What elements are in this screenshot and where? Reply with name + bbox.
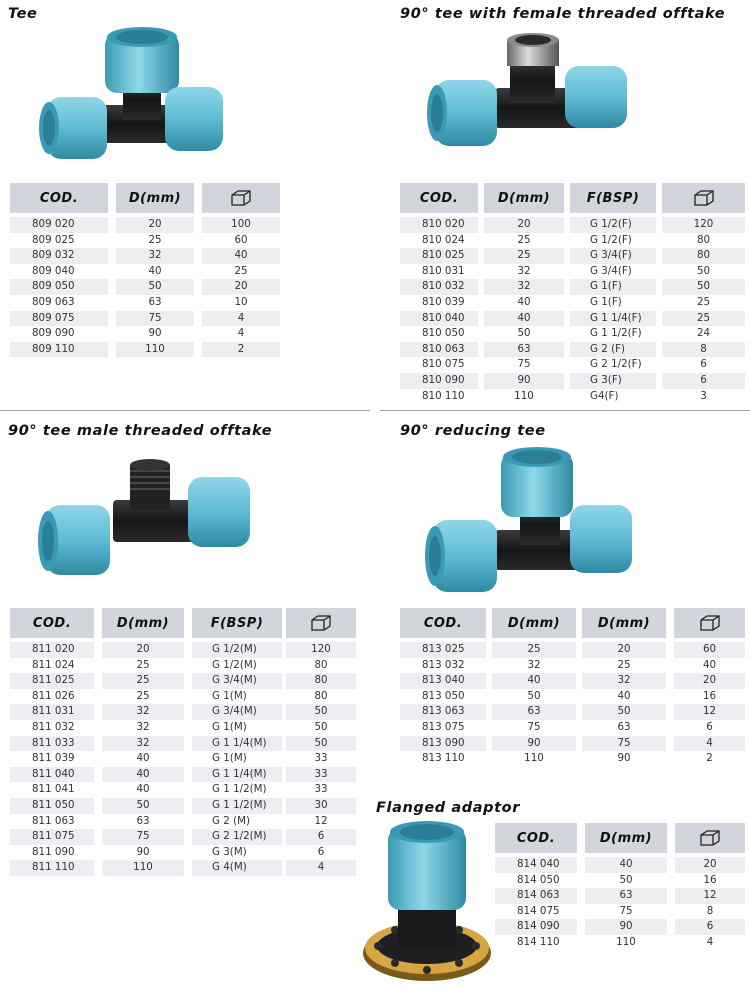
table-cell: 813 063	[400, 704, 486, 720]
table-cell: G 3(M)	[212, 845, 247, 858]
table-cell: 20	[102, 642, 184, 658]
table-cell: 814 050	[517, 873, 560, 886]
box-icon	[310, 614, 332, 632]
table-cell: 813 040	[400, 673, 486, 689]
table-cell: 40	[492, 673, 576, 689]
table-row	[10, 642, 350, 658]
table-row	[495, 888, 745, 904]
table-cell: 4	[286, 860, 356, 876]
table-cell: 20	[202, 279, 280, 295]
table-cell: G 1/2(F)	[590, 233, 632, 246]
table-cell: 813 110	[422, 752, 465, 765]
table-row	[400, 389, 745, 405]
table-cell: 80	[314, 658, 328, 671]
table-row	[10, 658, 350, 674]
table-tee	[10, 183, 350, 363]
table-cell: 25	[484, 248, 564, 264]
table-cell: 40	[136, 752, 150, 765]
table-row	[400, 704, 745, 720]
table-cell: 75	[619, 904, 633, 917]
table-cell: 20	[675, 857, 745, 873]
table-cell: 811 063	[32, 814, 75, 827]
table-cell: 90	[136, 845, 150, 858]
section-title-tee-male: 90° tee male threaded offtake	[8, 423, 273, 439]
table-cell: 63	[492, 704, 576, 720]
table-cell: 811 020	[10, 642, 94, 658]
section-title-flanged-adaptor: Flanged adaptor	[376, 800, 520, 816]
table-cell: 3	[700, 389, 707, 402]
table-cell: 25	[136, 658, 150, 671]
table-cell: G 1 1/2(F)	[590, 327, 642, 340]
table-cell: 811 026	[32, 689, 75, 702]
table-cell: 32	[102, 704, 184, 720]
table-cell: 32	[136, 721, 150, 733]
table-cell: G 1/2(F)	[570, 217, 656, 233]
table-cell: 811 024	[32, 658, 75, 671]
table-cell: 80	[696, 233, 711, 246]
table-cell: 100	[202, 217, 280, 233]
table-row	[10, 736, 350, 752]
table-row	[10, 845, 350, 861]
table-cell: 75	[102, 829, 184, 845]
table-cell: 75	[582, 736, 666, 752]
table-row	[10, 342, 350, 358]
table-cell: 810 063	[400, 342, 478, 358]
table-flanged-adaptor	[495, 823, 745, 953]
table-cell: 60	[234, 233, 248, 246]
table-cell: 4	[202, 311, 280, 327]
box-icon	[693, 189, 715, 207]
table-cell: 6	[286, 829, 356, 845]
flanged-adaptor-photo	[360, 818, 495, 986]
column-header-qty	[674, 608, 745, 640]
table-cell: 50	[314, 721, 328, 733]
table-cell: 33	[314, 783, 328, 796]
table-cell: G 1(M)	[212, 689, 247, 702]
table-cell: 809 032	[10, 248, 108, 264]
table-cell: 25	[234, 264, 248, 277]
table-cell: 25	[617, 658, 631, 671]
table-row	[10, 279, 350, 295]
table-cell: 20	[674, 673, 745, 689]
table-row	[400, 279, 745, 295]
column-header-qty	[675, 823, 745, 855]
table-cell: 811 031	[10, 704, 94, 720]
table-cell: 810 040	[400, 311, 478, 327]
table-cell: 110	[102, 860, 184, 876]
table-row	[10, 751, 350, 767]
tee-female-photo	[425, 28, 635, 168]
table-cell: 20	[582, 642, 666, 658]
table-cell: G 3/4(F)	[570, 248, 656, 264]
table-row	[10, 264, 350, 280]
box-icon	[699, 829, 721, 847]
column-header: COD.	[400, 183, 478, 215]
table-cell: G 3/4(M)	[192, 704, 282, 720]
table-cell: 811 075	[10, 829, 94, 845]
table-row	[400, 295, 745, 311]
table-cell: 811 041	[32, 783, 75, 796]
table-cell: 810 110	[422, 389, 465, 402]
table-cell: 811 025	[10, 673, 94, 689]
table-cell: 20	[116, 217, 194, 233]
table-cell: 814 063	[495, 888, 577, 904]
table-row	[10, 782, 350, 798]
table-cell: 810 050	[422, 327, 465, 340]
table-row	[400, 233, 745, 249]
table-cell: 50	[517, 327, 531, 340]
table-cell: 25	[136, 689, 150, 702]
table-cell: 25	[662, 311, 745, 327]
table-row	[400, 736, 745, 752]
table-cell: 810 024	[422, 233, 465, 246]
table-cell: 33	[314, 752, 328, 765]
table-row	[10, 673, 350, 689]
box-icon	[699, 614, 721, 632]
table-cell: 25	[696, 296, 711, 308]
table-cell: 40	[148, 264, 162, 277]
table-cell: 809 090	[32, 327, 75, 340]
table-cell: G 1 1/2(M)	[212, 783, 267, 796]
table-cell: 4	[237, 327, 245, 340]
table-cell: G 1(M)	[212, 752, 247, 765]
table-row	[400, 373, 745, 389]
column-header: F(BSP)	[192, 608, 282, 640]
table-row	[10, 326, 350, 342]
table-cell: 50	[102, 798, 184, 814]
column-header-qty	[662, 183, 745, 215]
table-row	[495, 919, 745, 935]
table-cell: 60	[674, 642, 745, 658]
table-cell: 814 040	[495, 857, 577, 873]
table-row	[495, 873, 745, 889]
table-cell: 809 040	[32, 264, 75, 277]
table-cell: 63	[148, 296, 162, 308]
column-header-qty	[202, 183, 280, 215]
section-title-reducing-tee: 90° reducing tee	[400, 423, 546, 439]
table-cell: 30	[286, 798, 356, 814]
table-cell: 810 039	[422, 296, 465, 308]
column-header-qty	[286, 608, 356, 640]
table-cell: 813 025	[400, 642, 486, 658]
table-cell: 63	[136, 814, 150, 827]
table-cell: G 1/2(M)	[192, 642, 282, 658]
table-row	[400, 217, 745, 233]
table-cell: 75	[116, 311, 194, 327]
table-tee-male	[10, 608, 350, 883]
table-cell: 40	[136, 783, 150, 796]
table-cell: G 1 1/4(F)	[570, 311, 656, 327]
table-cell: 40	[517, 296, 531, 308]
table-cell: 810 090	[400, 373, 478, 389]
table-cell: 40	[484, 311, 564, 327]
table-cell: 63	[585, 888, 667, 904]
table-row	[400, 311, 745, 327]
table-row	[10, 295, 350, 311]
table-cell: 120	[662, 217, 745, 233]
table-cell: 814 075	[517, 904, 560, 917]
table-row	[400, 751, 745, 767]
table-row	[400, 673, 745, 689]
table-row	[400, 342, 745, 358]
table-cell: 25	[492, 642, 576, 658]
table-cell: 63	[617, 721, 631, 733]
table-tee-female	[400, 183, 745, 408]
table-cell: G 4(M)	[192, 860, 282, 876]
table-cell: 6	[675, 919, 745, 935]
table-row	[10, 767, 350, 783]
table-row	[400, 720, 745, 736]
table-cell: G4(F)	[590, 389, 619, 402]
table-cell: 809 063	[32, 296, 75, 308]
table-cell: 63	[484, 342, 564, 358]
table-cell: 2	[202, 342, 280, 358]
table-cell: 814 110	[517, 936, 560, 948]
table-cell: 16	[703, 873, 717, 886]
table-cell: 32	[484, 279, 564, 295]
table-row	[10, 704, 350, 720]
column-header: D(mm)	[102, 608, 184, 640]
table-cell: 809 020	[10, 217, 108, 233]
table-cell: G 2 1/2(F)	[590, 358, 642, 371]
column-header: F(BSP)	[570, 183, 656, 215]
table-row	[10, 233, 350, 249]
table-cell: 12	[314, 814, 328, 827]
column-header: D(mm)	[585, 823, 667, 855]
table-row	[400, 642, 745, 658]
table-cell: 813 050	[422, 689, 465, 702]
table-cell: G 3/4(M)	[192, 673, 282, 689]
table-cell: 40	[702, 658, 717, 671]
table-cell: 813 032	[422, 658, 465, 671]
table-cell: 50	[662, 279, 745, 295]
column-header: COD.	[495, 823, 577, 855]
table-cell: 810 020	[400, 217, 478, 233]
box-icon	[230, 189, 252, 207]
table-cell: 80	[286, 673, 356, 689]
table-cell: 32	[582, 673, 666, 689]
column-header: D(mm)	[484, 183, 564, 215]
table-cell: 50	[696, 264, 711, 277]
table-cell: 12	[675, 888, 745, 904]
table-cell: 110	[524, 752, 544, 765]
table-row	[400, 357, 745, 373]
table-cell: 120	[286, 642, 356, 658]
table-cell: 810 032	[400, 279, 478, 295]
table-cell: 90	[585, 919, 667, 935]
column-header: COD.	[10, 183, 108, 215]
table-cell: G 1(F)	[570, 279, 656, 295]
table-cell: 32	[527, 658, 541, 671]
table-cell: 90	[617, 752, 631, 765]
table-cell: 110	[514, 389, 534, 402]
table-row	[10, 860, 350, 876]
table-cell: 110	[116, 342, 194, 358]
table-cell: 2	[706, 752, 713, 765]
table-cell: G 1(M)	[212, 721, 247, 733]
table-cell: 50	[527, 689, 541, 702]
table-cell: 4	[674, 736, 745, 752]
table-row	[400, 248, 745, 264]
table-cell: 75	[527, 721, 541, 733]
table-row	[10, 311, 350, 327]
table-cell: 814 090	[495, 919, 577, 935]
table-cell: 813 090	[400, 736, 486, 752]
table-cell: 80	[314, 689, 328, 702]
table-cell: 40	[617, 689, 631, 702]
table-cell: 90	[148, 327, 162, 340]
table-cell: 809 110	[10, 342, 108, 358]
table-row	[400, 658, 745, 674]
table-cell: 16	[702, 689, 717, 702]
section-divider-right	[380, 410, 750, 411]
table-cell: 811 090	[32, 845, 75, 858]
column-header: D(mm)	[492, 608, 576, 640]
table-reducing-tee	[400, 608, 745, 773]
table-cell: 40	[202, 248, 280, 264]
table-cell: 32	[102, 736, 184, 752]
table-row	[400, 326, 745, 342]
table-row	[10, 798, 350, 814]
table-cell: 10	[234, 296, 248, 308]
table-cell: 32	[517, 264, 531, 277]
table-row	[10, 814, 350, 830]
column-header: D(mm)	[116, 183, 194, 215]
table-cell: 811 050	[10, 798, 94, 814]
section-divider-left	[0, 410, 370, 411]
table-cell: G 1(F)	[590, 296, 622, 308]
table-cell: G 2 1/2(M)	[192, 829, 282, 845]
column-header: D(mm)	[582, 608, 666, 640]
table-row	[495, 857, 745, 873]
table-cell: G 3/4(F)	[590, 264, 632, 277]
table-row	[10, 829, 350, 845]
table-cell: 50	[619, 873, 633, 886]
table-cell: 110	[616, 936, 636, 948]
table-cell: 6	[317, 845, 325, 858]
table-cell: 50	[116, 279, 194, 295]
table-cell: 32	[116, 248, 194, 264]
table-row	[400, 689, 745, 705]
table-row	[10, 248, 350, 264]
table-cell: 40	[585, 857, 667, 873]
table-cell: 813 075	[422, 721, 465, 733]
table-cell: 6	[662, 373, 745, 389]
table-cell: 40	[102, 767, 184, 783]
tee-photo	[35, 25, 235, 165]
table-row	[495, 935, 745, 951]
table-row	[10, 217, 350, 233]
table-cell: 811 039	[32, 752, 75, 765]
table-cell: 24	[696, 327, 711, 340]
table-cell: 811 032	[32, 721, 75, 733]
table-cell: G 1 1/2(M)	[192, 798, 282, 814]
table-cell: 50	[582, 704, 666, 720]
table-cell: 12	[674, 704, 745, 720]
table-cell: 810 075	[422, 358, 465, 371]
table-cell: 75	[517, 358, 531, 371]
table-cell: 810 025	[400, 248, 478, 264]
table-row	[10, 720, 350, 736]
section-title-tee: Tee	[8, 6, 38, 22]
table-cell: 810 031	[422, 264, 465, 277]
table-cell: 8	[662, 342, 745, 358]
table-cell: 20	[484, 217, 564, 233]
table-cell: 809 075	[10, 311, 108, 327]
table-cell: 811 040	[10, 767, 94, 783]
table-cell: 811 110	[10, 860, 94, 876]
table-cell: 4	[706, 936, 714, 948]
table-cell: 8	[706, 904, 714, 917]
table-cell: 6	[706, 721, 713, 733]
table-cell: 80	[662, 248, 745, 264]
column-header: COD.	[400, 608, 486, 640]
table-cell: 25	[517, 233, 531, 246]
section-title-tee-female: 90° tee with female threaded offtake	[400, 6, 726, 22]
table-cell: G 2 (F)	[570, 342, 656, 358]
reducing-tee-photo	[425, 445, 640, 600]
table-cell: 811 033	[10, 736, 94, 752]
table-row	[495, 904, 745, 920]
table-row	[10, 689, 350, 705]
column-header: COD.	[10, 608, 94, 640]
table-cell: 6	[700, 358, 707, 371]
table-cell: G 1/2(M)	[212, 658, 257, 671]
table-cell: 50	[286, 736, 356, 752]
table-cell: 33	[286, 767, 356, 783]
table-cell: G 3(F)	[570, 373, 656, 389]
table-cell: G 2 (M)	[212, 814, 250, 827]
table-cell: 25	[148, 233, 162, 246]
table-cell: 90	[492, 736, 576, 752]
table-row	[400, 264, 745, 280]
table-cell: 90	[484, 373, 564, 389]
table-cell: G 1 1/4(M)	[192, 767, 282, 783]
table-cell: 809 050	[10, 279, 108, 295]
table-cell: 50	[286, 704, 356, 720]
table-cell: 25	[102, 673, 184, 689]
tee-male-photo	[38, 455, 268, 590]
table-cell: G 1 1/4(M)	[192, 736, 282, 752]
table-cell: 809 025	[32, 233, 75, 246]
